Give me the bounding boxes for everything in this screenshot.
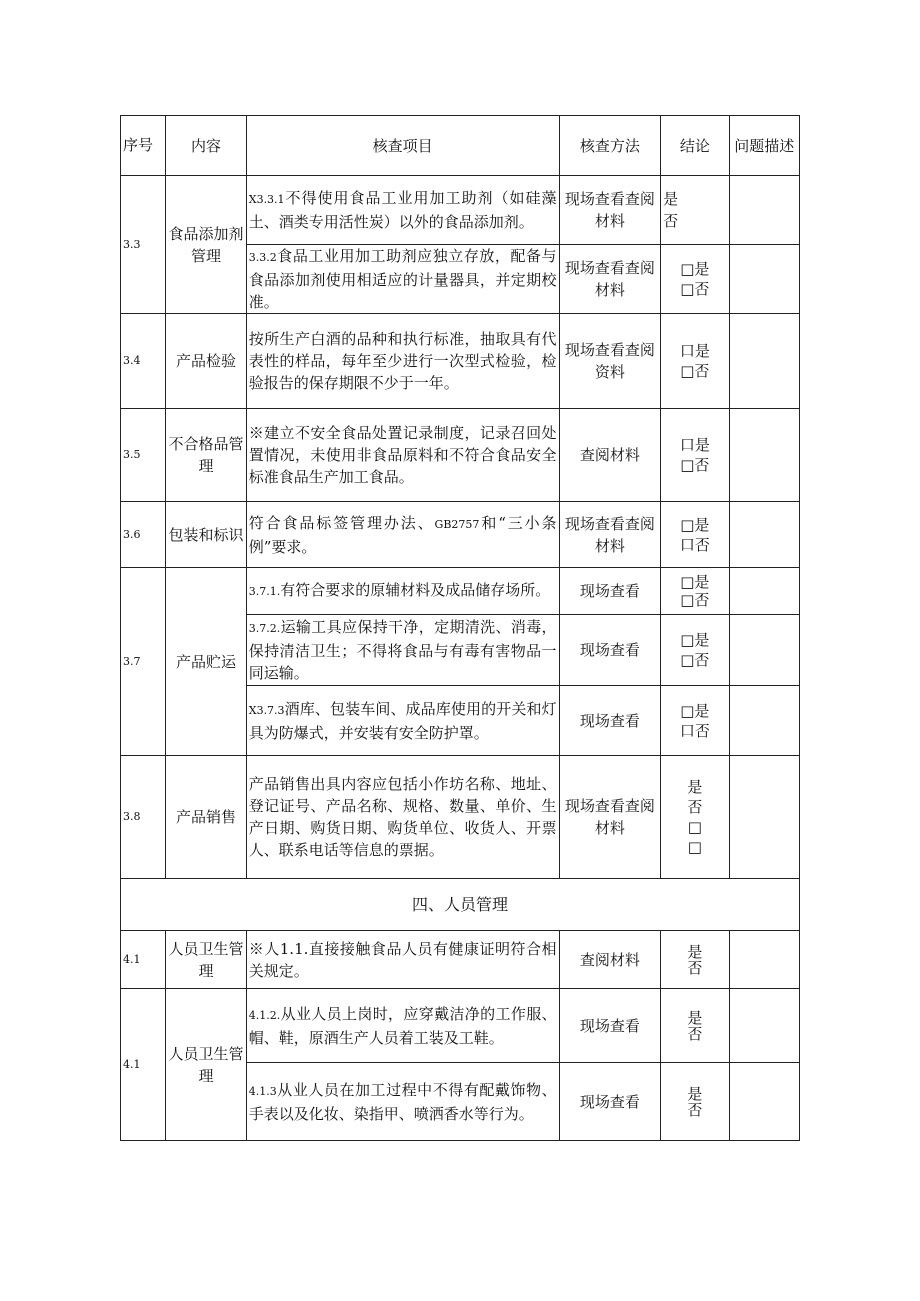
no-checkbox[interactable]: 口否 [679, 535, 710, 554]
row-conclusion [661, 409, 729, 502]
item-number: X3.7.3 [248, 703, 285, 717]
row-conclusion [661, 502, 729, 568]
checkbox[interactable]: □ [687, 838, 702, 856]
section-row [121, 879, 800, 931]
header-conclusion: 结论 [661, 116, 729, 176]
yes-checkbox[interactable]: □是 [680, 260, 710, 278]
item-text: 从业人员在加工过程中不得有配戴饰物、手表以及化妆、染指甲、喷洒香水等行为。 [248, 1080, 557, 1123]
row-seq: 3.5 [121, 409, 166, 502]
row-problem[interactable] [729, 568, 799, 615]
row-problem[interactable] [729, 502, 799, 568]
no-checkbox[interactable]: 口否 [679, 721, 710, 740]
row-item [246, 1063, 559, 1141]
header-method: 核查方法 [559, 116, 661, 176]
no-checkbox[interactable]: □否 [680, 280, 710, 298]
row-conclusion [661, 615, 729, 686]
inspection-table [120, 115, 800, 1141]
row-seq: 3.6 [121, 502, 166, 568]
row-method: 现场查看 [559, 989, 661, 1063]
no-option[interactable]: 否 [687, 1024, 703, 1043]
yes-checkbox[interactable]: □是 [680, 701, 710, 720]
row-problem[interactable] [729, 615, 799, 686]
row-method: 现场查看 [559, 615, 661, 686]
yes-option[interactable]: 是 [687, 942, 703, 961]
yes-option[interactable]: 是 [687, 778, 703, 796]
row-conclusion [661, 314, 729, 409]
item-text: 有符合要求的原辅材料及成品储存场所。 [280, 581, 551, 599]
no-option[interactable]: 否 [687, 798, 703, 816]
row-item [246, 686, 559, 756]
yes-checkbox[interactable]: □是 [680, 631, 710, 649]
standard-code: GB2757 [434, 517, 480, 531]
no-checkbox[interactable]: □否 [680, 651, 710, 669]
row-conclusion [661, 931, 729, 989]
no-option[interactable]: 否 [663, 212, 679, 230]
item-number: 4.1.3 [248, 1084, 277, 1098]
yes-option[interactable]: 是 [687, 1008, 703, 1027]
item-text: 运输工具应保持干净，定期清洗、消毒，保持清洁卫生；不得将食品与有毒有害物品一同运输。 [248, 618, 557, 682]
row-problem[interactable] [729, 409, 799, 502]
row-content: 食品添加剂管理 [166, 176, 246, 314]
checkbox[interactable]: □ [687, 818, 702, 836]
item-number: X3.3.1 [248, 193, 285, 206]
row-conclusion [661, 176, 729, 245]
row-content: 人员卫生管理 [166, 931, 246, 989]
item-text: 食品工业用加工助剂应独立存放，配备与食品添加剂使用相适应的计量器具，并定期校准。 [248, 247, 557, 311]
table-header-row [121, 116, 800, 176]
row-conclusion [661, 1063, 729, 1141]
row-seq: 3.7 [121, 568, 166, 756]
row-conclusion [661, 245, 729, 314]
table-row [121, 502, 800, 568]
table-row [121, 409, 800, 502]
table-row [121, 989, 800, 1063]
yes-checkbox[interactable]: 口是 [679, 342, 710, 360]
item-number: 3.3.2 [248, 251, 277, 264]
row-item: 产品销售出具内容应包括小作坊名称、地址、登记证号、产品名称、规格、数量、单价、生产日期、购货日期、购货单位、收货人、开票人、联系电话等信息的票据。 [246, 756, 559, 879]
item-text: 和“三小条例”要求。 [248, 513, 557, 556]
table-row [121, 568, 800, 615]
row-method: 现场查看查阅材料 [559, 502, 661, 568]
row-method: 现场查看 [559, 1063, 661, 1141]
no-checkbox[interactable]: □否 [680, 362, 710, 380]
item-text: 酒库、包装车间、成品库使用的开关和灯具为防爆式，并安装有安全防护罩。 [248, 699, 557, 742]
row-method: 现场查看 [559, 568, 661, 615]
table-row [121, 176, 800, 245]
item-number: 4.1.2. [248, 1008, 281, 1022]
row-seq: 4.1 [121, 989, 166, 1141]
row-problem[interactable] [729, 989, 799, 1063]
item-number: 3.7.1. [248, 585, 281, 598]
row-problem[interactable] [729, 1063, 799, 1141]
row-conclusion [661, 756, 729, 879]
no-checkbox[interactable]: □否 [680, 591, 710, 609]
header-problem: 问题描述 [729, 116, 799, 176]
row-seq: 4.1 [121, 931, 166, 989]
row-problem[interactable] [729, 314, 799, 409]
row-problem[interactable] [729, 931, 799, 989]
header-seq: 序号 [121, 116, 166, 176]
item-text: 不得使用食品工业用加工助剂（如硅藻土、酒类专用活性炭）以外的食品添加剂。 [248, 189, 557, 231]
row-item [246, 176, 559, 245]
row-content: 产品销售 [166, 756, 246, 879]
row-method: 现场查看查阅资料 [559, 314, 661, 409]
row-conclusion [661, 686, 729, 756]
row-item: 按所生产白酒的品种和执行标准，抽取具有代表性的样品，每年至少进行一次型式检验，检验报告的保存期限不少于一年。 [246, 314, 559, 409]
yes-checkbox[interactable]: 口是 [679, 436, 710, 454]
row-content: 人员卫生管理 [166, 989, 246, 1141]
row-method: 查阅材料 [559, 931, 661, 989]
yes-checkbox[interactable]: □是 [680, 573, 710, 591]
table-row [121, 931, 800, 989]
row-content: 不合格品管理 [166, 409, 246, 502]
table-row [121, 756, 800, 879]
row-content: 产品检验 [166, 314, 246, 409]
header-content: 内容 [166, 116, 246, 176]
section-title: 四、人员管理 [121, 879, 800, 931]
yes-checkbox[interactable]: □是 [680, 515, 710, 534]
row-seq: 3.3 [121, 176, 166, 314]
row-content: 产品贮运 [166, 568, 246, 756]
row-problem[interactable] [729, 176, 799, 245]
row-item [246, 245, 559, 314]
row-item [246, 502, 559, 568]
item-text: 符合食品标签管理办法、 [248, 513, 435, 532]
row-problem[interactable] [729, 245, 799, 314]
row-problem[interactable] [729, 686, 799, 756]
header-item: 核查项目 [246, 116, 559, 176]
table-row [121, 314, 800, 409]
yes-option[interactable]: 是 [687, 1084, 703, 1103]
row-content: 包装和标识 [166, 502, 246, 568]
row-method: 现场查看查阅材料 [559, 176, 661, 245]
row-method: 现场查看 [559, 686, 661, 756]
row-problem[interactable] [729, 756, 799, 879]
row-item [246, 615, 559, 686]
item-number: 3.7.2. [248, 622, 281, 635]
yes-option[interactable]: 是 [663, 190, 679, 208]
item-text: 从业人员上岗时，应穿戴洁净的工作服、帽、鞋，原酒生产人员着工装及工鞋。 [248, 1004, 557, 1047]
row-method: 现场查看查阅材料 [559, 756, 661, 879]
row-conclusion [661, 989, 729, 1063]
row-seq: 3.4 [121, 314, 166, 409]
row-method: 现场查看查阅材料 [559, 245, 661, 314]
row-item: ※建立不安全食品处置记录制度，记录召回处置情况，未使用非食品原料和不符合食品安全标准食品生产加工食品。 [246, 409, 559, 502]
no-checkbox[interactable]: □否 [680, 456, 710, 474]
row-item: ※人1.1.直接接触食品人员有健康证明符合相关规定。 [246, 931, 559, 989]
no-option[interactable]: 否 [687, 958, 703, 977]
row-seq: 3.8 [121, 756, 166, 879]
row-method: 查阅材料 [559, 409, 661, 502]
row-item [246, 989, 559, 1063]
no-option[interactable]: 否 [687, 1100, 703, 1119]
row-item [246, 568, 559, 615]
row-conclusion [661, 568, 729, 615]
